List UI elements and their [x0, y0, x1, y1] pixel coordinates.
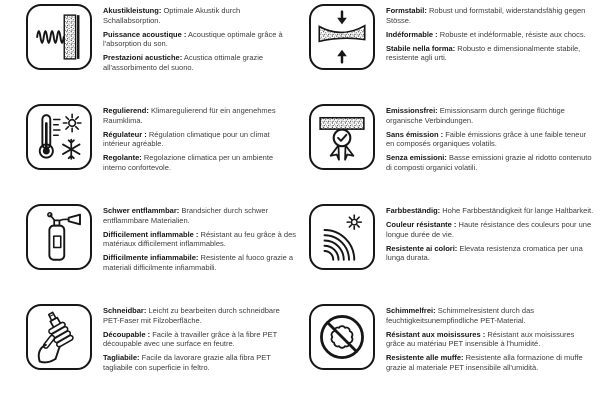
feature-icon-box	[309, 4, 375, 70]
feature-cell-fire-retardant	[26, 202, 309, 302]
feature-cell-color-fast	[309, 202, 600, 302]
feature-paragraph-fr: Couleur résistante : Haute résistance des couleurs pour une longue durée de vie.	[386, 220, 592, 239]
feature-paragraph-it: Stabile nella forma: Robusto e dimensionalmente stabile, resistente agli urti.	[386, 43, 581, 63]
feature-cell-mold-free	[309, 302, 600, 402]
feature-icon-box	[26, 104, 92, 170]
feature-paragraph-it: Resistente ai colori: Elevata resistenza cromatica per una lunga durata.	[386, 243, 583, 263]
shape-stability-icon	[314, 9, 370, 65]
feature-paragraph-de: Schneidbar: Leicht zu bearbeiten durch schneidbare PET-Faser mit Filzoberfläche.	[103, 306, 280, 325]
feature-text-block	[103, 6, 298, 77]
feature-icon-box	[26, 4, 92, 70]
feature-paragraph-fr: Difficilement inflammable : Résistant au feu grâce à des matériaux difficilement inflammables.	[103, 229, 297, 249]
feature-paragraph-de: Formstabil: Robust und formstabil, widerstandsfähig gegen Stösse.	[386, 6, 586, 25]
climate-regulating-icon	[31, 109, 87, 165]
feature-paragraph-it: Regolante: Regolazione climatica per un ambiente interno confortevole.	[103, 153, 274, 172]
feature-paragraph-fr: Régulateur : Régulation climatique pour un climat intérieur agréable.	[103, 129, 270, 149]
feature-text-block	[386, 106, 595, 177]
feature-paragraph-de: Schimmelfrei: Schimmelresistent durch das feuchtigkeitsunempfindliche PET-Material.	[386, 306, 534, 325]
feature-cell-climate	[26, 102, 309, 202]
mold-free-icon	[314, 309, 370, 365]
feature-cell-emission-free	[309, 102, 600, 202]
feature-cell-shape-stability	[309, 2, 600, 102]
feature-paragraph-fr: Découpable : Facile à travailler grâce à la fibre PET découpable avec une surface en feutre.	[103, 329, 278, 349]
feature-paragraph-de: Regulierend: Klimaregulierend für ein angenehmes Raumklima.	[103, 106, 276, 125]
feature-text-block	[386, 306, 595, 377]
emission-free-icon	[314, 109, 370, 165]
feature-icon-box	[309, 204, 375, 270]
feature-paragraph-fr: Puissance acoustique : Acoustique optimale grâce à l'absorption du son.	[103, 29, 283, 49]
feature-paragraph-it: Resistente alle muffe: Resistente alla formazione di muffe grazie al materiale PET insensibile all'umidità.	[386, 353, 583, 372]
feature-paragraph-de: Akustikleistung: Optimale Akustik durch Schallabsorption.	[103, 6, 241, 25]
feature-paragraph-fr: Résistant aux moisissures : Résistant aux moisissures grâce au matériau PET insensible à l'humidité.	[386, 329, 575, 349]
feature-paragraph-fr: Sans émission : Faible émissions grâce à une faible teneur en composés organiques volatils.	[386, 129, 587, 149]
feature-paragraph-de: Schwer entflammbar: Brandsicher durch schwer entflammbare Materialien.	[103, 206, 269, 225]
sound-absorption-icon	[31, 9, 87, 65]
feature-text-block	[103, 306, 298, 377]
feature-paragraph-fr: Indéformable : Robuste et indéformable, résiste aux chocs.	[386, 29, 586, 39]
color-fast-icon	[314, 209, 370, 265]
feature-text-block	[386, 6, 595, 67]
feature-paragraph-de: Farbbeständig: Hohe Farbbeständigkeit für lange Haltbarkeit.	[386, 206, 594, 215]
feature-paragraph-it: Prestazioni acustiche: Acustica ottimale grazie all'assorbimento del suono.	[103, 53, 264, 72]
fire-retardant-icon	[31, 209, 87, 265]
feature-icon-box	[309, 304, 375, 370]
cuttable-icon	[31, 309, 87, 365]
feature-paragraph-it: Senza emissioni: Basse emissioni grazie al ridotto contenuto di composti organici volatili.	[386, 153, 592, 172]
feature-icon-box	[26, 304, 92, 370]
feature-paragraph-it: Tagliabile: Facile da lavorare grazie alla fibra PET tagliabile con superficie in feltro.	[103, 353, 271, 372]
feature-paragraph-it: Difficilmente infiammabile: Resistente al fuoco grazie a materiali difficilmente infiammabili.	[103, 253, 294, 272]
feature-icon-box	[26, 204, 92, 270]
feature-text-block	[386, 206, 595, 267]
feature-text-block	[103, 106, 298, 177]
feature-icon-box	[309, 104, 375, 170]
feature-text-block	[103, 206, 298, 277]
feature-cell-cuttable	[26, 302, 309, 402]
feature-cell-acoustics	[26, 2, 309, 102]
feature-paragraph-de: Emissionsfrei: Emissionsarm durch geringe flüchtige organische Verbindungen.	[386, 106, 565, 125]
